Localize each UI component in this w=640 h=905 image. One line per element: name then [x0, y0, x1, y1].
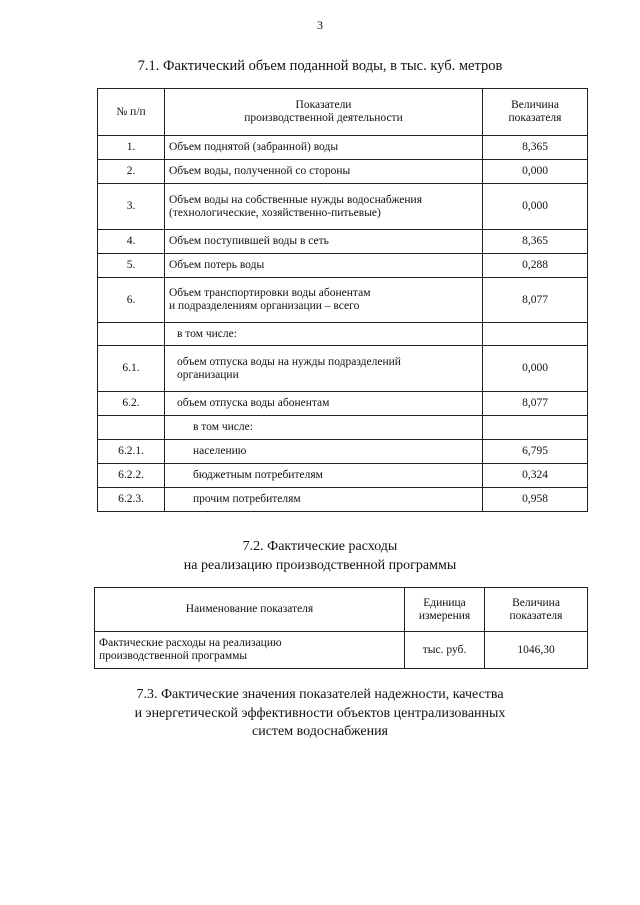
row-label-line1: Объем транспортировки воды абонентам [169, 287, 371, 299]
row-num: 4. [98, 230, 165, 254]
header-value-line1: Величина [512, 596, 560, 609]
section-7-3-title-line2: и энергетической эффективности объектов централизованных [134, 705, 506, 721]
section-7-2-title-line1: 7.2. Фактические расходы [242, 539, 398, 554]
table-header-row [95, 588, 588, 632]
section-7-1-title: 7.1. Фактический объем поданной воды, в тыс. куб. метров [137, 58, 503, 74]
table-row [98, 464, 588, 488]
header-value-line1: Величина [511, 99, 559, 111]
row-value: 0,000 [483, 160, 588, 184]
header-value [485, 588, 588, 632]
section-7-2-title [0, 537, 640, 575]
header-num: № п/п [98, 89, 165, 136]
header-unit-line1: Единица [423, 596, 466, 609]
row-label-line2: производственной программы [99, 650, 248, 662]
header-indicator-line2: производственной деятельности [244, 112, 403, 124]
row-num: 6.2.1. [98, 440, 165, 464]
row-label: бюджетным потребителям [165, 464, 483, 488]
row-label: объем отпуска воды абонентам [165, 392, 483, 416]
row-value: 6,795 [483, 440, 588, 464]
row-label: в том числе: [165, 416, 483, 440]
section-7-3-title [0, 686, 640, 742]
table-row [98, 346, 588, 392]
row-num [98, 323, 165, 346]
expenses-table [94, 587, 588, 669]
section-7-2-title-line2: на реализацию производственной программы [183, 558, 457, 573]
row-label [165, 184, 483, 230]
row-label: Объем поступившей воды в сеть [165, 230, 483, 254]
section-7-3-title-line3: систем водоснабжения [251, 724, 388, 739]
row-num: 5. [98, 254, 165, 278]
row-num: 3. [98, 184, 165, 230]
header-unit-line2: измерения [418, 609, 471, 622]
section-7-3-title-line1: 7.3. Фактические значения показателей надежности, качества [136, 687, 504, 702]
header-value-line2: показателя [508, 112, 562, 124]
row-value: 0,000 [483, 346, 588, 392]
page-number: 3 [317, 18, 323, 32]
row-label-line1: Объем воды на собственные нужды водоснабжения [169, 193, 422, 206]
table-row [98, 440, 588, 464]
row-value [483, 323, 588, 346]
table-row [95, 632, 588, 669]
row-label-line2: (технологические, хозяйственно-питьевые) [169, 206, 381, 219]
row-value: 8,365 [483, 136, 588, 160]
row-num: 6.1. [98, 346, 165, 392]
table-row-subheading [98, 416, 588, 440]
row-value: 8,365 [483, 230, 588, 254]
table-row [98, 160, 588, 184]
row-label-line1: Фактические расходы на реализацию [99, 637, 282, 649]
header-name: Наименование показателя [95, 588, 405, 632]
table-header-row [98, 89, 588, 136]
row-num: 6.2.2. [98, 464, 165, 488]
row-label [165, 278, 483, 323]
row-label: Объем поднятой (забранной) воды [165, 136, 483, 160]
row-num: 6.2.3. [98, 488, 165, 512]
row-label [165, 346, 483, 392]
row-value: 0,288 [483, 254, 588, 278]
table-row [98, 230, 588, 254]
table-row [98, 254, 588, 278]
row-label: Объем потерь воды [165, 254, 483, 278]
row-label: прочим потребителям [165, 488, 483, 512]
header-indicator [165, 89, 483, 136]
row-label: населению [165, 440, 483, 464]
row-value: 0,000 [483, 184, 588, 230]
header-indicator-line1: Показатели [295, 99, 352, 111]
row-num: 2. [98, 160, 165, 184]
row-value [483, 416, 588, 440]
row-label-line2: и подразделениям организации – всего [169, 300, 360, 312]
header-value [483, 89, 588, 136]
row-label: в том числе: [165, 323, 483, 346]
row-num: 1. [98, 136, 165, 160]
header-value-line2: показателя [509, 609, 563, 622]
table-row [98, 184, 588, 230]
table-row [98, 136, 588, 160]
table-row-subheading [98, 323, 588, 346]
table-row [98, 392, 588, 416]
row-value: 0,324 [483, 464, 588, 488]
row-label: Объем воды, полученной со стороны [165, 160, 483, 184]
table-row [98, 278, 588, 323]
row-num [98, 416, 165, 440]
row-label-line2: организации [177, 368, 239, 381]
row-num: 6. [98, 278, 165, 323]
row-label-line1: объем отпуска воды на нужды подразделений [177, 355, 401, 368]
row-value: 0,958 [483, 488, 588, 512]
row-value: 8,077 [483, 278, 588, 323]
row-num: 6.2. [98, 392, 165, 416]
table-row [98, 488, 588, 512]
header-unit [405, 588, 485, 632]
row-value: 8,077 [483, 392, 588, 416]
supplied-water-table [97, 88, 588, 512]
row-label [95, 632, 405, 669]
row-value: 1046,30 [485, 632, 588, 669]
row-unit: тыс. руб. [405, 632, 485, 669]
